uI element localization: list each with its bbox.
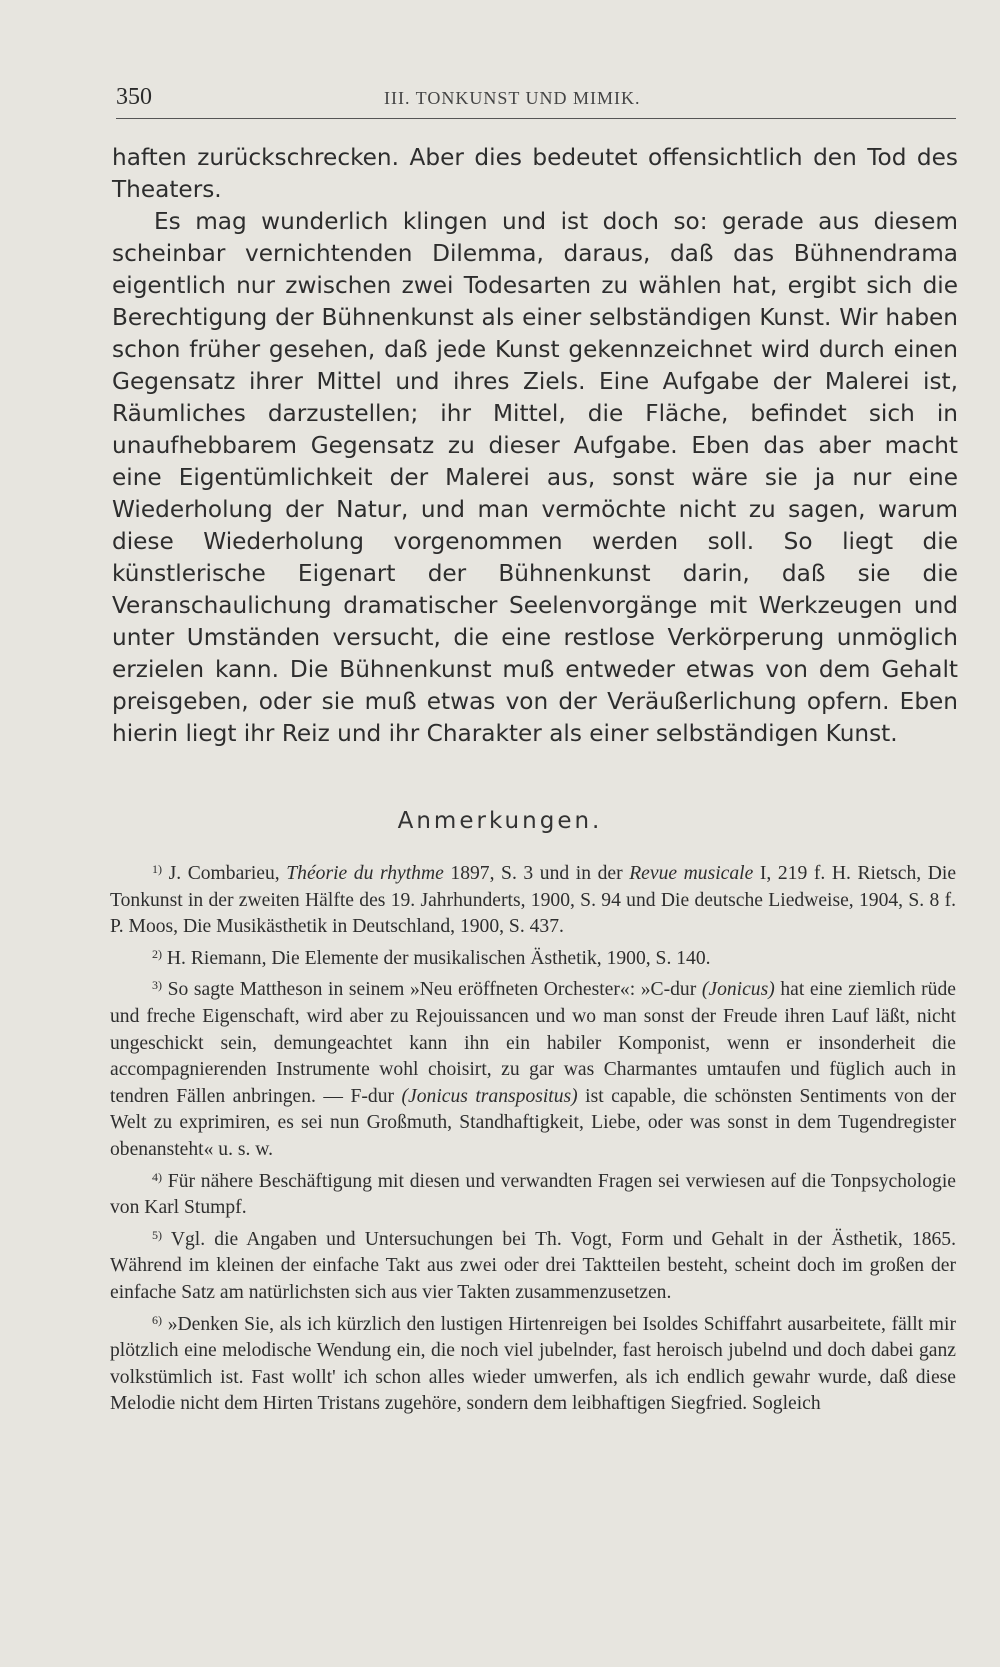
footnotes bbox=[110, 856, 956, 1418]
footnote-text: Vgl. die Angaben und Untersuchungen bei Th. Vogt, Form und Gehalt in der Ästhetik, 1865. Während im kleinen der einfache Takt aus zwei oder drei Taktteilen besteht, scheint doch im großen der einfache Satz am natürlichsten sich aus vier Takten zusammenzusetzen. bbox=[110, 1228, 956, 1303]
running-head: III. TONKUNST UND MIMIK. bbox=[384, 88, 641, 108]
paragraph: Es mag wunderlich klingen und ist doch so: gerade aus diesem scheinbar vernichtenden Dilemma, daraus, daß das Bühnendrama eigentlich nur zwischen zwei Todesarten zu wählen hat, ergibt sich die Berechtigung der Bühnenkunst als einer selbständigen Kunst. Wir haben schon früher gesehen, daß jede Kunst gekennzeichnet wird durch einen Gegensatz ihrer Mittel und ihres Ziels. Eine Aufgabe der Malerei ist, Räumliches darzustellen; ihr Mittel, die Fläche, befindet sich in unaufhebbarem Gegensatz zu dieser Aufgabe. Eben das aber macht eine Eigentümlichkeit der Malerei aus, sonst wäre sie ja nur eine Wiederholung der Natur, und man vermöchte nicht zu sagen, warum diese Wiederholung vorgenommen werden soll. So liegt die künstlerische Eigenart der Bühnenkunst darin, daß sie die Veranschaulichung dramatischer Seelenvorgänge mit Werkzeugen und unter Umständen versucht, die eine restlose Verkörperung unmöglich erzielen kann. Die Bühnenkunst muß entweder etwas von dem Gehalt preisgeben, oder sie muß etwas von der Veräußerlichung opfern. Eben hierin liegt ihr Reiz und ihr Charakter als einer selbständigen Kunst. bbox=[112, 208, 958, 747]
footnote-6 bbox=[110, 1307, 956, 1418]
main-text bbox=[112, 142, 958, 750]
paragraph: haften zurückschrecken. Aber dies bedeutet offensichtlich den Tod des Theaters. bbox=[112, 144, 958, 203]
footnote-text: ist capable, die schönsten Sentiments von der Welt zu exprimiren, es sei nun Großmuth, Standhaftigkeit, Liebe, oder was sonst in dem Tugendregister obenansteht« u. s. w. bbox=[110, 1085, 956, 1160]
footnote-text: I, 219 f. H. Rietsch, Die Tonkunst in der zweiten Hälfte des 19. Jahrhunderts, 1900, S. 94 und Die deutsche Liedweise, 1904, S. 8 f. P. Moos, Die Musikästhetik in Deutschland, 1900, S. 437. bbox=[110, 863, 957, 938]
footnote-text: So sagte Mattheson in seinem »Neu eröffneten Orchester«: »C-dur bbox=[167, 979, 702, 1001]
footnote-marker: 2) bbox=[152, 946, 162, 961]
footnote-marker: 5) bbox=[152, 1227, 162, 1242]
footnote-text: Für nähere Beschäftigung mit diesen und verwandten Fragen sei verwiesen auf die Tonpsychologie von Karl Stumpf. bbox=[110, 1170, 956, 1219]
page-header bbox=[116, 84, 956, 119]
footnote-italic: (Jonicus transpositus) bbox=[401, 1085, 578, 1107]
footnote-text: »Denken Sie, als ich kürzlich den lustigen Hirtenreigen bei Isoldes Schiffahrt ausarbeitete, fällt mir plötzlich eine melodische Wendung ein, die noch viel jubelnder, fast heroisch jubelnd und doch dabei ganz volkstümlich ist. Fast wollt' ich schon alles wieder umwerfen, als ich endlich gewahr wurde, daß diese Melodie nicht dem Hirten Tristans zugehöre, sondern dem leibhaftigen Siegfried. Sogleich bbox=[110, 1313, 957, 1415]
footnote-marker: 4) bbox=[152, 1169, 162, 1184]
footnote-4 bbox=[110, 1164, 956, 1222]
footnote-marker: 6) bbox=[152, 1312, 162, 1327]
notes-heading: Anmerkungen. bbox=[397, 808, 603, 834]
footnote-italic: (Jonicus) bbox=[701, 979, 775, 1001]
footnote-title: Revue musicale bbox=[629, 863, 754, 884]
footnote-marker: 3) bbox=[152, 978, 162, 993]
footnote-text: 1897, S. 3 und in der bbox=[443, 863, 630, 884]
footnote-text: hat eine ziemlich rüde und freche Eigenschaft, wird aber zu Rejouissancen und wo man sonst der Freude ihren Lauf läßt, nicht ungeschickt sein, demungeachtet kann ihn ein habiler Komponist, wenn er insonderheit die accompagnierenden Instrumente wohl choisirt, zu gar was Charmantes umtaufen und füglich auch in tendren Fällen anbringen. — F-dur bbox=[110, 979, 956, 1107]
footnote-marker: 1) bbox=[152, 862, 162, 876]
footnote-5 bbox=[110, 1222, 956, 1307]
footnote-title: Théorie du rhythme bbox=[286, 863, 444, 884]
footnote-text: H. Riemann, Die Elemente der musikalischen Ästhetik, 1900, S. 140. bbox=[166, 947, 711, 969]
page-number: 350 bbox=[116, 84, 152, 110]
footnote-text: J. Combarieu, bbox=[168, 863, 287, 884]
footnote-2 bbox=[110, 941, 956, 973]
footnote-3 bbox=[110, 972, 956, 1163]
footnote-1 bbox=[110, 856, 956, 941]
